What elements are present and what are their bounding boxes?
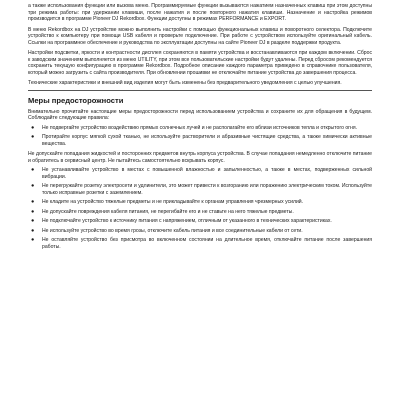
bullet-icon: ● [31, 124, 35, 131]
bullet-icon: ● [31, 183, 35, 189]
section-divider [28, 90, 372, 91]
mid-paragraph: Не допускайте попадания жидкостей и посторонних предметов внутрь корпуса устройства. В случае попадания немедленно отключите питание и обратитесь в сервисный центр. Не пытайтесь самостоятельно вскрывать корпус. [28, 151, 372, 164]
list-item-text: Не оставляйте устройство без присмотра во включенном состоянии на длительное время, отключайте питание после завершения работы. [42, 237, 372, 250]
list-item-text: Не кладите на устройство тяжелые предметы и не прикладывайте к органам управления чрезмерных усилий. [42, 199, 304, 205]
list-item [28, 199, 372, 206]
note-paragraph: Технические характеристики и внешний вид изделия могут быть изменены без предварительного уведомления с целью улучшения. [28, 80, 342, 86]
bullet-icon: ● [31, 227, 35, 234]
bullet-icon: ● [31, 134, 35, 140]
bullet-icon: ● [31, 167, 35, 173]
list-item-text: Не устанавливайте устройство в местах с повышенной влажностью и запыленностью, а также в местах, подверженных сильной вибрации. [42, 167, 372, 180]
paragraph-2: В меню Rekordbox на DJ устройстве можно выполнить настройки с помощью функциональных клавиш и поворотного селектора. Подключите устройство к компьютеру при помощи USB кабеля и проверьте подключение. При работе с устройством используйте оригинальный кабель. Ссылки на программное обеспечение и руководства по эксплуатации доступны на сайте Pioneer DJ в разделе поддержки продукта. [28, 26, 372, 46]
list-item [28, 183, 372, 196]
list-item-text: Не перегружайте розетку электросети и удлинители, это может привести к возгоранию или поражению электрическим током. Используйте только исправные розетки с заземлением. [42, 183, 372, 196]
list-item [28, 167, 372, 180]
bullet-icon: ● [31, 237, 35, 243]
list-item [28, 125, 372, 132]
list-item-text: Не подвергайте устройство воздействию прямых солнечных лучей и не располагайте его вблизи источников тепла и открытого огня. [42, 124, 357, 131]
list-item-text: Протирайте корпус мягкой сухой тканью, не используйте растворители и абразивные чистящие средства, а также химически активные вещества. [42, 134, 372, 147]
list-item [28, 218, 372, 225]
bullet-list-b [28, 167, 372, 250]
list-item [28, 209, 372, 216]
bullet-icon: ● [31, 218, 35, 224]
paragraph-3: Настройки подсветки, яркости и контрастности дисплея сохраняются в памяти устройства и восстанавливаются при каждом включении. Сброс к заводским значениям выполняется из меню UTILITY, при этом все пользовательские настройки будут удалены. Перед сбросом рекомендуется сохранить текущую конфигурацию в программе Rekordbox. Подробное описание каждого параметра приведено в справочнике пользователя, который можно загрузить с сайта производителя. При обновлении прошивки не отключайте питание устройства до завершения процесса. [28, 50, 372, 76]
section-title: Меры предосторожности [28, 95, 124, 105]
list-item-text: Не допускайте повреждения кабеля питания, не перегибайте его и не ставьте на него тяжелые предметы. [42, 208, 294, 215]
list-item-text: Не подключайте устройство к источнику питания с напряжением, отличным от указанного в технических характеристиках. [42, 218, 332, 224]
list-item [28, 228, 372, 235]
paragraph-1: а также использования функции или вызова меню. Программируемые функции вызываются нажатием назначенных клавиш при этом доступны три режима работы: при удержании клавиши, после нажатия и после повторного нажатия клавиши. Назначение и настройка режимов производится в программе Pioneer DJ Rekordbox. Функции доступны в режимах PERFORMANCE и EXPORT. [28, 3, 372, 22]
list-item-text: Не используйте устройство во время грозы, отключите кабель питания и все соединительные кабели от сети. [42, 227, 303, 234]
bullet-list-a [28, 125, 372, 148]
list-item [28, 237, 372, 250]
bullet-icon: ● [31, 208, 35, 215]
bullet-icon: ● [31, 199, 35, 205]
list-item [28, 134, 372, 147]
intro-paragraph: Внимательно прочитайте настоящие меры предосторожности перед использованием устройства и сохраните их для обращения в будущем. Соблюдайте следующие правила: [28, 108, 372, 121]
